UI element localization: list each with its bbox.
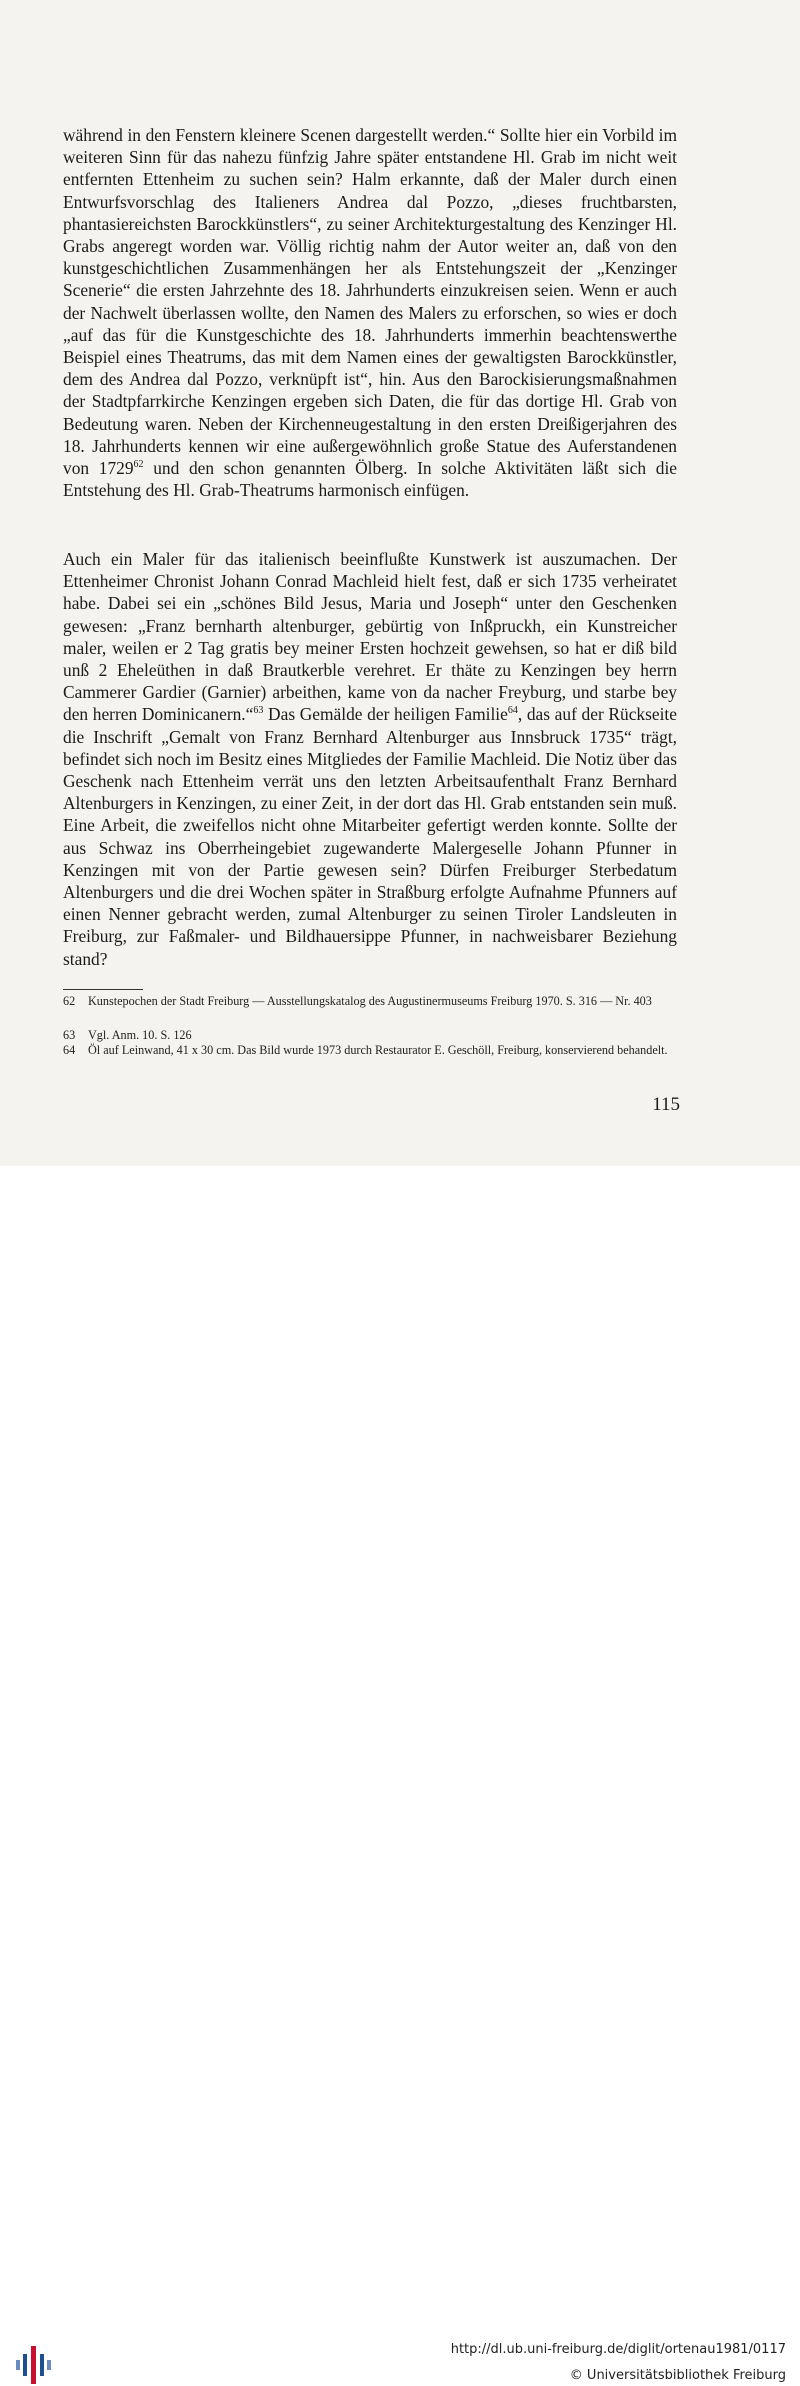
scanned-page bbox=[0, 0, 800, 1166]
footnote-63 bbox=[63, 1028, 683, 1043]
paragraph-text: und den schon genannten Ölberg. In solche Aktivitäten läßt sich die Entstehung des Hl. Grab-Theatrums harmonisch einfügen. bbox=[63, 458, 677, 501]
viewer-footer bbox=[0, 1166, 800, 2383]
footnote-text: Öl auf Leinwand, 41 x 30 cm. Das Bild wurde 1973 durch Restaurator E. Geschöll, Freiburg, konservierend behandelt. bbox=[88, 1043, 668, 1057]
footnote-divider bbox=[63, 989, 143, 990]
paragraph-text: Das Gemälde der heiligen Familie bbox=[263, 704, 508, 725]
permalink-url[interactable]: http://dl.ub.uni-freiburg.de/diglit/ortenau1981/0117 bbox=[450, 2342, 786, 2357]
footnote-text: Vgl. Anm. 10. S. 126 bbox=[88, 1028, 192, 1042]
footnote-number: 64 bbox=[63, 1043, 76, 1057]
body-paragraph-2 bbox=[63, 548, 677, 970]
ub-freiburg-logo-icon[interactable] bbox=[14, 2344, 54, 2386]
footnote-64 bbox=[63, 1043, 683, 1058]
footnote-ref-62[interactable]: 62 bbox=[133, 459, 144, 471]
body-paragraph-1 bbox=[63, 124, 677, 501]
footnote-number: 63 bbox=[63, 1028, 76, 1042]
footnote-ref-64[interactable]: 64 bbox=[507, 705, 518, 717]
paragraph-text: während in den Fenstern kleinere Scenen dargestellt werden.“ Sollte hier ein Vorbild im weiteren Sinn für das nahezu fünfzig Jahre später entstandene Hl. Grab im nicht weit entfernten Ettenheim zu suchen sein? Halm erkannte, daß der Maler durch einen Entwurfsvorschlag des Italieners Andrea dal Pozzo, „dieses fruchtbarsten, phantasiereichsten Barockkünstlers“, zu seiner Architekturgestaltung des Kenzinger Hl. Grabs angeregt worden war. Völlig richtig nahm der Autor weiter an, daß von den kunstgeschichtlichen Zusammenhängen her als Entstehungszeit der „Kenzinger Scenerie“ die ersten Jahrzehnte des 18. Jahrhunderts einzukreisen seien. Wenn er auch der Nachwelt überlassen wollte, den Namen des Malers zu erforschen, so wies er doch „auf das für die Kunstgeschichte des 18. Jahrhunderts immerhin beachtenswerthe Beispiel eines Theatrums, das mit dem Namen eines der gewaltigsten Barockkünstler, dem des Andrea dal Pozzo, verknüpft ist“, hin. Aus den Barockisierungsmaßnahmen der Stadtpfarrkirche Kenzingen ergeben sich Daten, die für das dortige Hl. Grab von Bedeutung waren. Neben der Kirchenneugestaltung in den ersten Dreißigerjahren des 18. Jahrhunderts kennen wir eine außergewöhnlich große Statue des Auferstandenen von 1729 bbox=[63, 125, 677, 479]
paragraph-text: , das auf der Rückseite die Inschrift „Gemalt von Franz Bernhard Altenburger aus Innsbruck 1735“ trägt, befindet sich noch im Besitz eines Mitgliedes der Familie Machleid. Die Notiz über das Geschenk nach Ettenheim verrät uns den letzten Arbeitsaufenthalt Franz Bernhard Altenburgers in Kenzingen, zu einer Zeit, in der dort das Hl. Grab entstanden sein muß. Eine Arbeit, die zweifellos nicht ohne Mitarbeiter gefertigt werden konnte. Sollte der aus Schwaz ins Oberrheingebiet zugewanderte Malergeselle Johann Pfunner in Kenzingen mit von der Partie gewesen sein? Dürfen Freiburger Sterbedatum Altenburgers und die drei Wochen später in Straßburg erfolgte Aufnahme Pfunners auf einen Nenner gebracht werden, zumal Altenburger zu seinen Tiroler Landsleuten in Freiburg, zur Faßmaler- und Bildhauersippe Pfunner, in nachweisbarer Beziehung stand? bbox=[63, 704, 677, 969]
footnote-number: 62 bbox=[63, 994, 76, 1008]
page-number: 115 bbox=[652, 1094, 680, 1115]
copyright-text: © Universitätsbibliothek Freiburg bbox=[569, 2368, 786, 2383]
footnote-ref-63[interactable]: 63 bbox=[253, 705, 264, 717]
footnote-text: Kunstepochen der Stadt Freiburg — Ausstellungskatalog des Augustinermuseums Freiburg 1970. S. 316 — Nr. 403 bbox=[88, 994, 652, 1008]
footnote-62 bbox=[63, 994, 683, 1009]
paragraph-text: Auch ein Maler für das italienisch beeinflußte Kunstwerk ist auszumachen. Der Ettenheimer Chronist Johann Conrad Machleid hielt fest, daß er sich 1735 verheiratet habe. Dabei sei ein „schönes Bild Jesus, Maria und Joseph“ unter den Geschenken gewesen: „Franz bernharth altenburger, gebürtig von Inßpruckh, ein Kunstreicher maler, weilen er 2 Tag gratis bey meiner Ersten hochzeit gewehsen, so hat er diß bild unß 2 Eheleüthen in daß Brautkerble verehret. Er thäte zu Kenzingen bey herrn Cammerer Gardier (Garnier) arbeithen, kame von da nacher Freyburg, und starbe bey den herren Dominicanern.“ bbox=[63, 549, 677, 725]
